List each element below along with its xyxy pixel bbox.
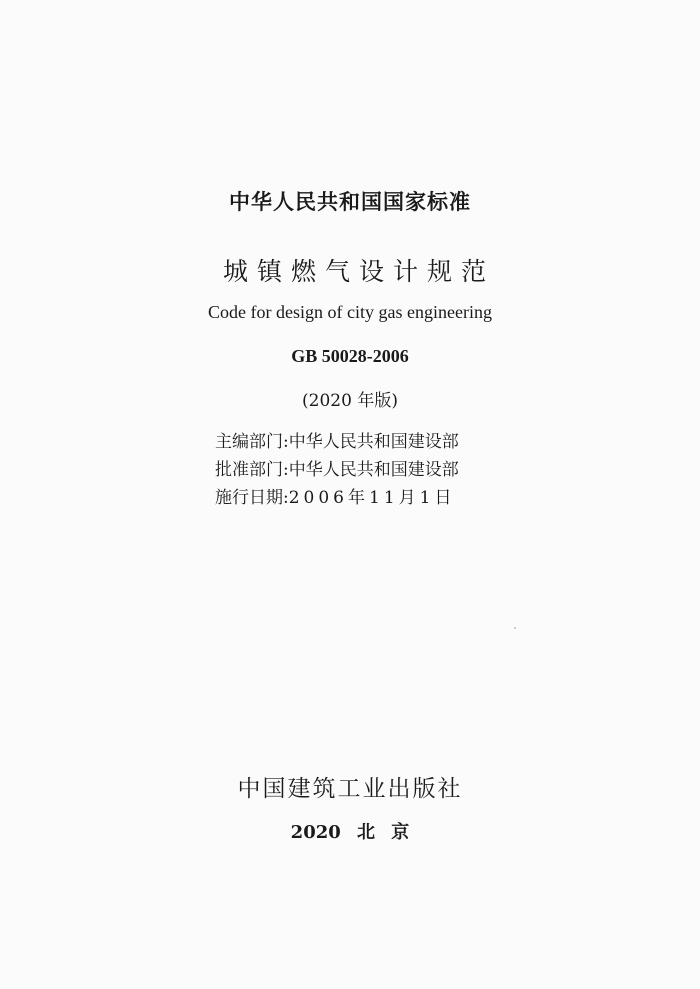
editor-row: [215, 428, 459, 456]
publisher-name: 中国建筑工业出版社: [237, 776, 463, 802]
approver-label: 批准部门:: [215, 460, 289, 480]
edition-note: (2020 年版): [302, 391, 398, 411]
issuance-info: [215, 428, 459, 512]
effective-date-row: [215, 484, 459, 512]
national-standard-heading: 中华人民共和国国家标准: [229, 190, 471, 214]
effective-date-value: 2006年11月1日: [288, 488, 456, 508]
approver-value: 中华人民共和国建设部: [288, 460, 459, 480]
effective-date-label: 施行日期:: [215, 488, 289, 508]
approver-row: [215, 456, 459, 484]
publication-place-year: 2020 北 京: [290, 822, 410, 843]
document-title-chinese: 城镇燃气设计规范: [222, 257, 495, 286]
scan-speck: [514, 627, 516, 629]
document-title-english: Code for design of city gas engineering: [208, 302, 492, 322]
standard-number: GB 50028-2006: [291, 346, 409, 366]
editor-label: 主编部门:: [215, 432, 289, 452]
editor-value: 中华人民共和国建设部: [288, 432, 459, 452]
